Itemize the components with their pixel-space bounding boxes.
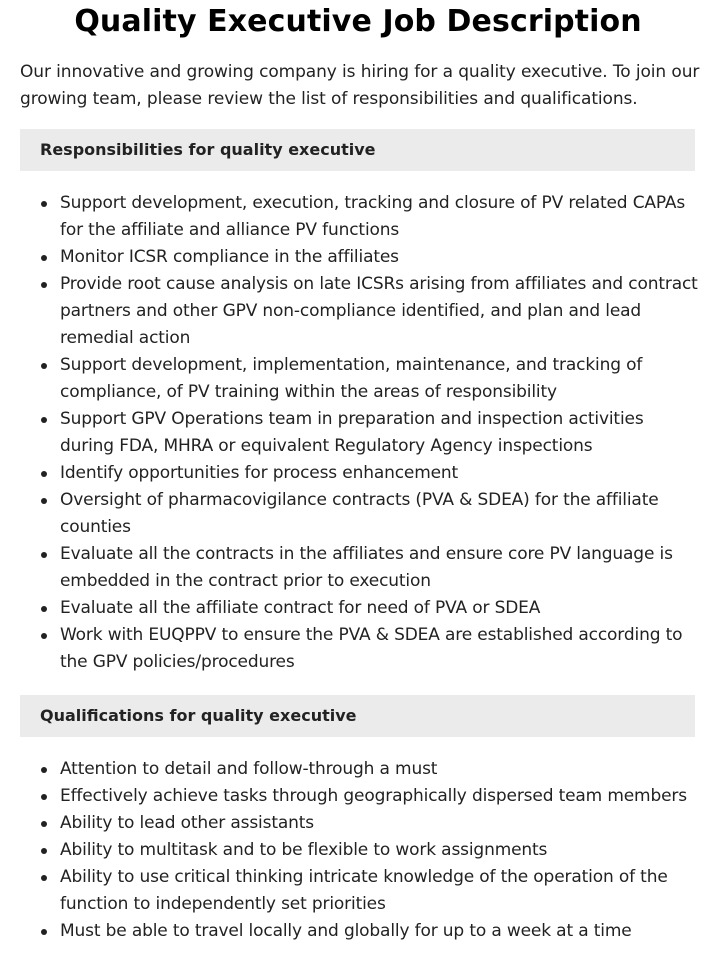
list-item: Evaluate all the affiliate contract for need of PVA or SDEA	[20, 595, 700, 622]
list-item: Work with EUQPPV to ensure the PVA & SDEA are established according to the GPV policies/procedures	[20, 622, 700, 676]
intro-paragraph: Our innovative and growing company is hiring for a quality executive. To join our growing team, please review the list of responsibilities and qualifications.	[20, 62, 700, 109]
list-item: Ability to lead other assistants	[20, 810, 700, 837]
list-item: Must be able to travel locally and globally for up to a week at a time	[20, 918, 700, 945]
list-item: Provide root cause analysis on late ICSRs arising from affiliates and contract partners and other GPV non-compliance identified, and plan and lead remedial action	[20, 271, 700, 352]
list-item: Effectively achieve tasks through geographically dispersed team members	[20, 783, 700, 810]
qualifications-heading: Qualifications for quality executive	[20, 695, 695, 737]
list-item: Oversight of pharmacovigilance contracts (PVA & SDEA) for the affiliate counties	[20, 487, 700, 541]
list-item: Evaluate all the contracts in the affiliates and ensure core PV language is embedded in the contract prior to execution	[20, 541, 700, 595]
list-item: Ability to multitask and to be flexible to work assignments	[20, 837, 700, 864]
qualifications-list	[20, 756, 700, 945]
page-title: Quality Executive Job Description	[74, 4, 642, 39]
list-item: Support development, execution, tracking and closure of PV related CAPAs for the affiliate and alliance PV functions	[20, 190, 700, 244]
list-item: Support development, implementation, maintenance, and tracking of compliance, of PV training within the areas of responsibility	[20, 352, 700, 406]
responsibilities-heading: Responsibilities for quality executive	[20, 129, 695, 171]
list-item: Attention to detail and follow-through a must	[20, 756, 700, 783]
list-item: Ability to use critical thinking intricate knowledge of the operation of the function to independently set priorities	[20, 864, 700, 918]
list-item: Identify opportunities for process enhancement	[20, 460, 700, 487]
responsibilities-list	[20, 190, 700, 676]
list-item: Support GPV Operations team in preparation and inspection activities during FDA, MHRA or equivalent Regulatory Agency inspections	[20, 406, 700, 460]
list-item: Monitor ICSR compliance in the affiliates	[20, 244, 700, 271]
